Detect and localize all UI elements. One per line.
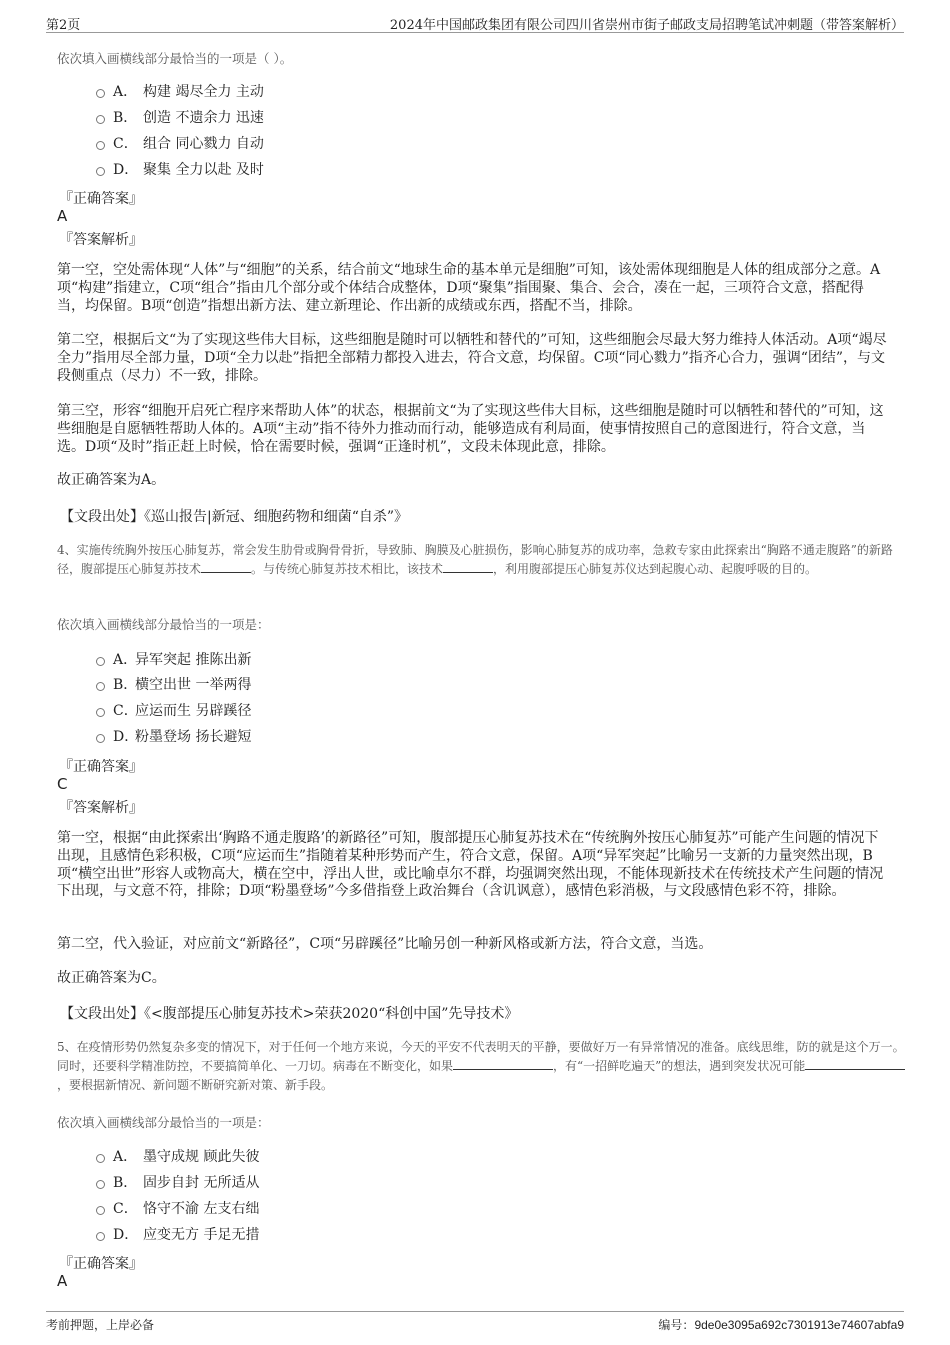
q5-option-c[interactable]: [96, 1198, 259, 1218]
option-text: 聚集 全力以赴 及时: [143, 162, 264, 178]
radio-icon[interactable]: [96, 734, 105, 743]
q3-prompt: 依次填入画横线部分最恰当的一项是（ ）。: [57, 51, 293, 66]
radio-icon[interactable]: [96, 1154, 105, 1163]
option-text: 应变无方 手足无措: [143, 1227, 260, 1243]
radio-icon[interactable]: [96, 708, 105, 717]
option-text: 组合 同心戮力 自动: [143, 136, 264, 152]
stem-text: 4、实施传统胸外按压心肺复苏，常会发生肋骨或胸骨骨折，导致肺、胸膜及心脏损伤，影响心肺复苏的成功率，急救专家由此探索出“胸路不通走腹路”的新路径，腹部提压心肺复苏技术: [57, 543, 893, 576]
stem-text: ，要根据新情况、新问题不断研究新对策、新手段。: [57, 1078, 334, 1092]
q3-answer: A: [57, 207, 68, 225]
q5-option-d[interactable]: [96, 1224, 259, 1244]
answer-blank: [443, 560, 493, 573]
answer-blank: [201, 560, 251, 573]
page-footer: [46, 1311, 904, 1338]
radio-icon[interactable]: [96, 141, 105, 150]
q4-option-d[interactable]: [96, 726, 251, 746]
q5-option-a[interactable]: [96, 1146, 259, 1166]
q4-option-b[interactable]: [96, 674, 251, 694]
option-text: 固步自封 无所适从: [143, 1175, 260, 1191]
q5-stem: [57, 1038, 907, 1095]
option-text: 墨守成规 顾此失彼: [143, 1149, 260, 1165]
option-text: 构建 竭尽全力 主动: [143, 84, 264, 100]
q3-answer-label: 『正确答案』: [59, 191, 143, 207]
q4-analysis-paragraph: 第二空，代入验证，对应前文“新路径”，C项“另辟蹊径”比喻另创一种新风格或新方法，符合文意，当选。: [57, 936, 713, 952]
page-number: 第2页: [46, 18, 81, 33]
stem-text: 。与传统心肺复苏技术相比，该技术: [251, 562, 444, 576]
footer-slogan: 考前押题，上岸必备: [46, 1318, 155, 1332]
q3-option-d[interactable]: [96, 159, 264, 179]
radio-icon[interactable]: [96, 657, 105, 666]
q3-analysis-label: 『答案解析』: [59, 232, 143, 248]
q3-analysis-paragraph: 第一空，空处需体现“人体”与“细胞”的关系，结合前文“地球生命的基本单元是细胞”可知，该处需体现细胞是人体的组成部分之意。A项“构建”指建立，C项“组合”指由几个部分或个体结合成整体，D项“聚集”指围聚、集合、会合，凑在一起，三项符合文意，搭配得当，均保留。B项“创造”指想出新方法、建立新理论、作出新的成绩或东西，搭配不当，排除。: [57, 262, 881, 314]
radio-icon[interactable]: [96, 89, 105, 98]
q3-source: 【文段出处】《巡山报告|新冠、细胞药物和细菌“自杀”》: [60, 509, 409, 525]
code-label: 编号：: [658, 1318, 695, 1332]
option-text: 恪守不渝 左支右绌: [143, 1201, 260, 1217]
stem-text: ，有“一招鲜吃遍天”的想法，遇到突发状况可能: [553, 1059, 806, 1073]
option-letter: C．: [113, 703, 138, 719]
q4-analysis-label: 『答案解析』: [59, 800, 143, 816]
option-letter: B．: [113, 1175, 138, 1191]
radio-icon[interactable]: [96, 1180, 105, 1189]
q4-answer: C: [57, 775, 68, 793]
radio-icon[interactable]: [96, 1232, 105, 1241]
option-letter: C．: [113, 136, 138, 152]
radio-icon[interactable]: [96, 167, 105, 176]
option-letter: A．: [113, 652, 138, 668]
option-text: 横空出世 一举两得: [135, 677, 252, 693]
q4-option-c[interactable]: [96, 700, 251, 720]
q5-option-b[interactable]: [96, 1172, 259, 1192]
q3-option-b[interactable]: [96, 107, 264, 127]
q3-option-a[interactable]: [96, 81, 264, 101]
option-letter: D．: [113, 162, 139, 178]
q4-analysis-paragraph: 第一空，根据“由此探索出‘胸路不通走腹路’的新路径”可知，腹部提压心肺复苏技术在“传统胸外按压心肺复苏”可能产生问题的情况下出现，且感情色彩积极，C项“应运而生”指随着某种形势而产生，符合文意，保留。A项“异军突起”比喻另一支新的力量突然出现，B项“横空出世”形容人或物高大，横在空中，浮出人世，或比喻卓尔不群，均强调突然出现，不能体现新技术在传统技术产生问题的情况下出现，与文意不符，排除；D项“粉墨登场”今多借指登上政治舞台（含讥讽意），感情色彩消极，与文段感情色彩不符，排除。: [57, 830, 884, 900]
q5-answer-label: 『正确答案』: [59, 1256, 143, 1272]
document-title: 2024年中国邮政集团有限公司四川省崇州市街子邮政支局招聘笔试冲刺题（带答案解析）: [389, 18, 904, 33]
radio-icon[interactable]: [96, 115, 105, 124]
q3-analysis-paragraph: 第二空，根据后文“为了实现这些伟大目标，这些细胞是随时可以牺牲和替代的”可知，这些细胞会尽最大努力维持人体活动。A项“竭尽全力”指用尽全部力量，D项“全力以赴”指把全部精力都投入进去，符合文意，均保留。C项“同心戮力”指齐心合力，强调“团结”，与文段侧重点（尽力）不一致，排除。: [57, 332, 887, 384]
page-header: [46, 14, 904, 33]
option-letter: B．: [113, 110, 138, 126]
stem-text: ，利用腹部提压心肺复苏仪达到起腹心动、起腹呼吸的目的。: [493, 562, 818, 576]
code-value: 9de0e3095a692c7301913e74607abfa9: [694, 1318, 904, 1332]
q3-option-c[interactable]: [96, 133, 264, 153]
stem-text: 5、在疫情形势仍然复杂多变的情况下，对于任何一个地方来说，今天的平安不代表明天的平静，要做好万一有异常情况的准备。底线思维，防的就是这个万一。同时，还要科学精准防控，不要搞简单化、一刀切。病毒在不断变化，如果: [57, 1040, 905, 1073]
option-letter: B．: [113, 677, 138, 693]
option-letter: C．: [113, 1201, 138, 1217]
q4-answer-label: 『正确答案』: [59, 759, 143, 775]
q4-stem: [57, 541, 907, 579]
q4-conclusion: 故正确答案为C。: [57, 970, 166, 986]
q4-option-a[interactable]: [96, 649, 251, 669]
q5-answer: A: [57, 1272, 68, 1290]
option-text: 创造 不遗余力 迅速: [143, 110, 264, 126]
option-letter: A．: [113, 84, 138, 100]
option-letter: A．: [113, 1149, 138, 1165]
q3-conclusion: 故正确答案为A。: [57, 472, 166, 488]
option-letter: D．: [113, 1227, 139, 1243]
footer-code: [658, 1316, 904, 1333]
option-text: 异军突起 推陈出新: [135, 652, 252, 668]
option-text: 粉墨登场 扬长避短: [135, 729, 252, 745]
option-text: 应运而生 另辟蹊径: [135, 703, 252, 719]
answer-blank: [453, 1057, 553, 1070]
radio-icon[interactable]: [96, 1206, 105, 1215]
radio-icon[interactable]: [96, 682, 105, 691]
q4-source: 【文段出处】《<腹部提压心肺复苏技术>荣获2020“科创中国”先导技术》: [60, 1006, 519, 1022]
answer-blank: [805, 1057, 905, 1070]
q5-prompt: 依次填入画横线部分最恰当的一项是：: [57, 1115, 270, 1130]
q4-prompt: 依次填入画横线部分最恰当的一项是：: [57, 617, 270, 632]
q3-analysis-paragraph: 第三空，形容“细胞开启死亡程序来帮助人体”的状态，根据前文“为了实现这些伟大目标，这些细胞是随时可以牺牲和替代的”可知，这些细胞是自愿牺牲帮助人体的。A项“主动”指不待外力推动而行动，能够造成有利局面，使事情按照自己的意图进行，符合文意，当选。D项“及时”指正赶上时候，恰在需要时候，强调“正逢时机”，文段未体现此意，排除。: [57, 403, 884, 455]
option-letter: D．: [113, 729, 139, 745]
